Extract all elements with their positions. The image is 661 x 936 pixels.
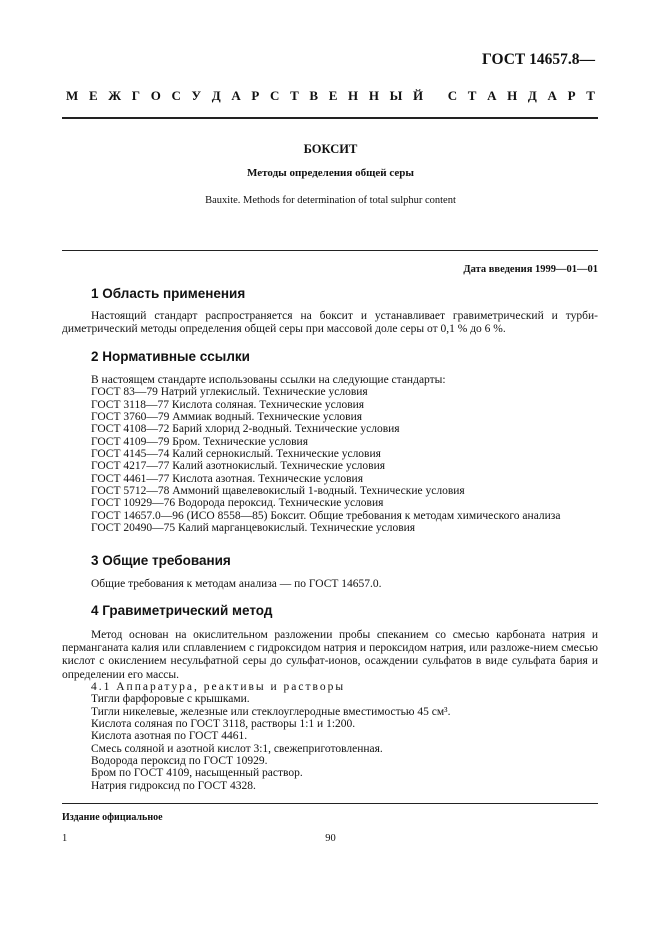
section-4-heading: 4 Гравиметрический метод — [91, 603, 273, 618]
section-1-text: Настоящий стандарт распространяется на боксит и устанавливает гравиметрический и турби-димeтрический методы определения общей серы при массовой доле серы от 0,1 % до 6 %. — [62, 310, 598, 336]
reference-item: ГОСТ 4145—74 Калий сернокислый. Технические условия — [91, 448, 381, 461]
reference-item: ГОСТ 4108—72 Барий хлорид 2-водный. Технические условия — [91, 423, 400, 436]
heading-letter: Т — [586, 88, 595, 103]
heading-letter: Н — [507, 88, 518, 103]
heading-letter: Е — [328, 88, 338, 103]
reference-item: ГОСТ 14657.0—96 (ИСО 8558—85) Боксит. Общие требования к методам химического анализа — [91, 509, 561, 522]
heading-letter: А — [231, 88, 241, 103]
heading-letter: Т — [290, 88, 299, 103]
heading-letter — [434, 88, 437, 104]
page-number: 90 — [325, 833, 336, 844]
english-title: Bauxite. Methods for determination of total sulphur content — [205, 195, 456, 206]
heading-letter: Е — [88, 88, 98, 103]
apparatus-item: Тигли фарфоровые с крышками. — [91, 693, 250, 706]
heading-letter: Р — [251, 88, 260, 103]
heading-letter: Д — [211, 88, 221, 103]
heading-letter: С — [171, 88, 181, 103]
reference-item: ГОСТ 4109—79 Бром. Технические условия — [91, 435, 308, 448]
top-rule — [62, 117, 598, 119]
interstate-standard-heading — [66, 88, 595, 104]
page-marker: 1 — [62, 833, 68, 844]
references-intro: В настоящем стандарте использованы ссылки на следующие стандарты: — [91, 374, 446, 386]
apparatus-item: Натрия гидроксид по ГОСТ 4328. — [91, 779, 256, 792]
section-3-heading: 3 Общие требования — [91, 553, 231, 568]
heading-letter: С — [270, 88, 280, 103]
section-1-heading: 1 Область применения — [91, 286, 246, 301]
heading-letter: А — [487, 88, 497, 103]
apparatus-item: Бром по ГОСТ 4109, насыщенный раствор. — [91, 767, 303, 780]
heading-letter: У — [191, 88, 202, 103]
reference-item: ГОСТ 3118—77 Кислота соляная. Технические условия — [91, 398, 365, 411]
heading-letter: Й — [413, 88, 424, 103]
introduction-date: Дата введения 1999—01—01 — [463, 264, 598, 275]
reference-item: ГОСТ 83—79 Натрий углекислый. Технические условия — [91, 386, 368, 399]
apparatus-item: Смесь соляной и азотной кислот 3:1, свежеприготовленная. — [91, 742, 383, 755]
section-2-heading: 2 Нормативные ссылки — [91, 349, 250, 364]
apparatus-item: Кислота азотная по ГОСТ 4461. — [91, 730, 248, 743]
heading-letter: М — [66, 88, 79, 103]
heading-letter: О — [150, 88, 161, 103]
gost-number: ГОСТ 14657.8— — [481, 51, 595, 68]
document-subtitle: Методы определения общей серы — [247, 167, 414, 179]
apparatus-item: Водорода пероксид по ГОСТ 10929. — [91, 755, 268, 768]
heading-letter: А — [547, 88, 557, 103]
heading-letter: Н — [348, 88, 359, 103]
section-3-line: Общие требования к методам анализа — по ГОСТ 14657.0. — [91, 578, 382, 590]
heading-letter: Ы — [389, 88, 403, 103]
subsection-4-1-title: 4.1 Аппаратура, реактивы и растворы — [91, 681, 346, 693]
reference-item: ГОСТ 3760—79 Аммиак водный. Технические условия — [91, 411, 363, 424]
heading-letter: Д — [527, 88, 537, 103]
reference-item: ГОСТ 4461—77 Кислота азотная. Технические условия — [91, 472, 363, 485]
reference-item: ГОСТ 10929—76 Водорода пероксид. Технические условия — [91, 497, 384, 510]
section-2-references — [91, 374, 601, 534]
heading-letter: Р — [567, 88, 576, 103]
section-4-text: Метод основан на окислительном разложении пробы спеканием со смесью карбоната натрия и перманганата калия или сплавлением с гидроксидом натрия и пероксидом натрия, или разложе-нием смесью кислот с окислением несульфатной серы до сульфат-ионов, осаждении сульфатов в виде сульфата бария и определении его массы. — [62, 629, 598, 681]
section-3-text — [91, 578, 601, 590]
document-title: БОКСИТ — [303, 142, 358, 156]
heading-letter: С — [447, 88, 458, 103]
middle-rule — [62, 250, 598, 251]
heading-letter: Г — [131, 88, 141, 103]
reference-item: ГОСТ 20490—75 Калий марганцевокислый. Технические условия — [91, 522, 416, 535]
heading-letter: В — [309, 88, 319, 103]
official-edition-label: Издание официальное — [62, 812, 163, 823]
apparatus-item: Кислота соляная по ГОСТ 3118, растворы 1:1 и 1:200. — [91, 718, 356, 731]
apparatus-item: Тигли никелевые, железные или стеклоуглеродные вместимостью 45 см³. — [91, 705, 451, 718]
reference-item: ГОСТ 4217—77 Калий азотнокислый. Технические условия — [91, 460, 386, 473]
heading-letter: Н — [368, 88, 379, 103]
heading-letter: Ж — [108, 88, 122, 103]
heading-letter: Т — [467, 88, 477, 103]
reference-item: ГОСТ 5712—78 Аммоний щавелевокислый 1-водный. Технические условия — [91, 485, 465, 498]
section-4-items — [91, 681, 601, 792]
bottom-rule — [62, 803, 598, 804]
